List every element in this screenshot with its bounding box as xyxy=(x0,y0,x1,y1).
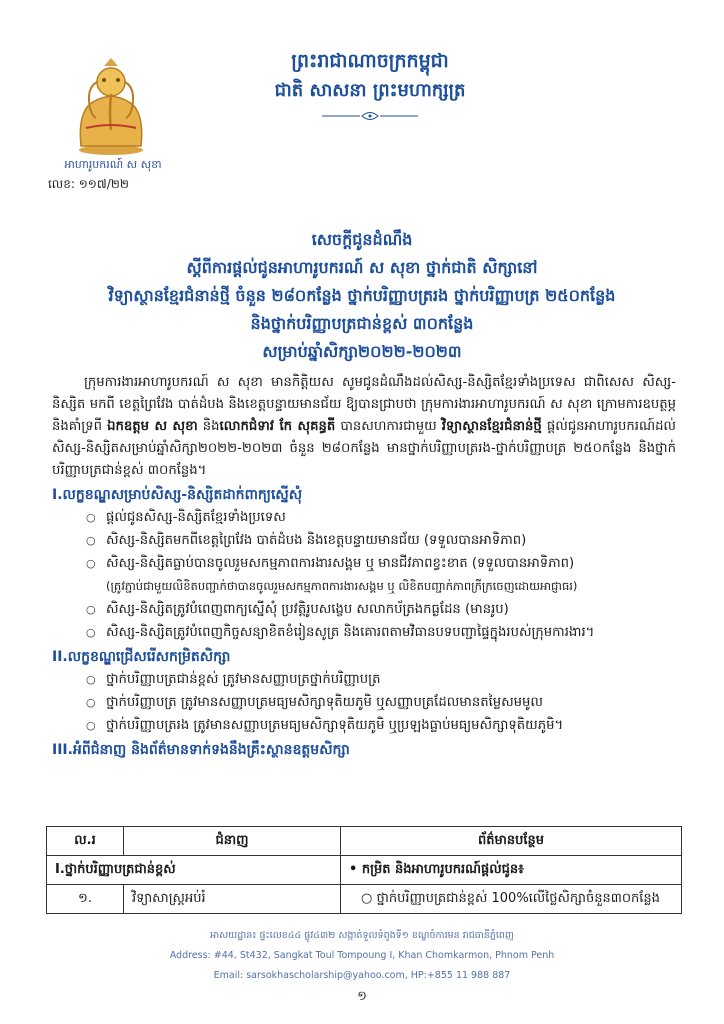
academic-year: សម្រាប់ឆ្នាំសិក្សា២០២២-២០២៣ xyxy=(262,342,462,361)
table-cell: ១. xyxy=(47,885,124,914)
sponsor-name: ឯកឧត្តម ស សុខា xyxy=(107,419,198,434)
list-item: ○ សិស្ស-និស្សិតត្រូវបំពេញពាក្យស្នើសុំ ប្រវត្តិរូបសង្ខេប សលាកប័ត្រងកធ្ងដែន (មានរូប) xyxy=(84,598,676,621)
footer-address-km: អាសយដ្ឋាន៖ ផ្ទះលេខ៤៤ ផ្លូវ៤៣២ សង្កាត់ទួលទំពូងទី១ ខណ្ឌចំការមន រាជធានីភ្នំពេញ xyxy=(210,930,514,941)
table-cell: ○ ថ្នាក់បរិញ្ញាបត្រជាន់ខ្ពស់ 100%លើថ្លៃសិក្សាចំនួន៣០កន្លែង xyxy=(341,885,682,914)
announcement-subject-line: និងថ្នាក់បរិញ្ញាបត្រជាន់ខ្ពស់ ៣០កន្លែង xyxy=(250,314,474,333)
sponsor-name: លោកជំទាវ កែ សុគន្ធតី xyxy=(219,419,336,434)
table-group-label: I.ថ្នាក់បរិញ្ញាបត្រជាន់ខ្ពស់ xyxy=(47,856,341,885)
list-item: ○ ថ្នាក់បរិញ្ញាបត្ររង ត្រូវមានសញ្ញាបត្រមធ្យមសិក្សាទុតិយភូមិ ឬប្រឡងធ្លាប់មធ្យមសិក្សាទុតិយភូមិ។ xyxy=(84,714,676,737)
list-note: (ត្រូវភ្ជាប់ជាមួយលិខិតបញ្ជាក់ថាបានចូលរួមសកម្មភាពការងារសង្គម ឬ លិខិតបញ្ជាក់ភាពក្រីក្រចេញដោយអាជ្ញាធរ) xyxy=(106,579,578,593)
footer-contact: Email: sarsokhascholarship@yahoo.com, HP:+855 11 988 887 xyxy=(213,970,511,981)
table-header-row xyxy=(47,827,682,856)
column-header: ល.រ xyxy=(47,827,124,856)
list-item: ○ ថ្នាក់បរិញ្ញាបត្រជាន់ខ្ពស់ ត្រូវមានសញ្ញាបត្រថ្នាក់បរិញ្ញាបត្រ xyxy=(84,668,676,691)
footer-address-en: Address: #44, St432, Sangkat Toul Tompoung I, Khan Chomkarmon, Phnom Penh xyxy=(169,950,555,961)
reference-number: លេខ: ១១៧/២២ xyxy=(48,177,129,191)
section-heading: II.លក្ខខណ្ឌជ្រើសរើសកម្រិតសិក្សា xyxy=(52,649,231,665)
programs-table xyxy=(46,826,682,914)
level-criteria-list xyxy=(84,668,676,737)
table-cell: វិទ្យាសាស្ត្រអប់រំ xyxy=(124,885,341,914)
kingdom-title: ព្រះរាជាណាចក្រកម្ពុជា xyxy=(291,50,449,72)
intro-paragraph: ក្រុមការងារអាហារូបករណ៍ ស សុខា មានកិត្តិយស សូមជូនដំណឹងដល់សិស្ស-និស្សិតខ្មែរទាំងប្រទេស ជាពិសេស សិស្ស-និស្សិត មកពី ខេត្តព្រៃវែង បាត់ដំបង និងខេត្តបន្ទាយមានជ័យ ឱ្យបានជ្រាបថា ក្រុមការងារអាហារូបករណ៍ ស សុខា ក្រោមការឧបត្ថម្ភ និងគាំទ្រពី ឯកឧត្តម ស សុខា និងលោកជំទាវ កែ សុគន្ធតី បានសហការជាមួយ វិទ្យាស្ថានខ្មែរជំនាន់ថ្មី ផ្តល់ជូនអាហារូបករណ៍ដល់សិស្ស-និស្សិតសម្រាប់ឆ្នាំសិក្សា២០២២-២០២៣ ចំនួន ២៨០កន្លែង មានថ្នាក់បរិញ្ញាបត្ររង-ថ្នាក់បរិញ្ញាបត្រ ២៥០កន្លែង និងថ្នាក់បរិញ្ញាបត្រជាន់ខ្ពស់ ៣០កន្លែង។ xyxy=(52,375,676,478)
table-row xyxy=(47,885,682,914)
sar-sokha-emblem-icon xyxy=(66,58,156,158)
announcement-subject-line: ស្តីពីការផ្តល់ជូនអាហារូបករណ៍ ស សុខា ថ្នាក់ជាតិ សិក្សានៅ xyxy=(186,258,538,277)
national-motto: ជាតិ សាសនា ព្រះមហាក្សត្រ xyxy=(274,80,466,101)
list-item: ○ សិស្ស-និស្សិតធ្លាប់បានចូលរួមសកម្មភាពការងារសង្គម ឬ មានជីវភាពខ្វះខាត (ទទួលបានអាទិភាព) xyxy=(84,552,676,575)
column-header: ព័ត៌មានបន្ថែម xyxy=(341,827,682,856)
announcement-subject-line: វិទ្យាស្ថានខ្មែរជំនាន់ថ្មី ចំនួន ២៨០កន្លែង ថ្នាក់បរិញ្ញាបត្ររង ថ្នាក់បរិញ្ញាបត្រ ២៥០កន្លែង xyxy=(108,286,616,305)
emblem-caption: អាហារូបករណ៍ ស សុខា xyxy=(64,158,162,171)
list-item: ○ សិស្ស-និស្សិតត្រូវបំពេញកិច្ចសន្យាខិតខំរៀនសូត្រ និងគោរពតាមវិធានបទបញ្ជាផ្ទៃក្នុងរបស់ក្រុមការងារ។ xyxy=(84,621,676,644)
body-content xyxy=(52,372,676,761)
column-header: ជំនាញ xyxy=(124,827,341,856)
divider-ornament-icon xyxy=(322,111,418,121)
list-item: ○ ផ្តល់ជូនសិស្ស-និស្សិតខ្មែរទាំងប្រទេស xyxy=(84,506,676,529)
list-item: ○ សិស្ស-និស្សិតមកពីខេត្តព្រៃវែង បាត់ដំបង និងខេត្តបន្ទាយមានជ័យ (ទទួលបានអាទិភាព) xyxy=(84,529,676,552)
announcement-title: សេចក្តីជូនដំណឹង xyxy=(311,230,413,249)
section-heading: III.អំពីជំនាញ និងព័ត៌មានទាក់ទងនឹងគ្រឹះស្ថានឧត្តមសិក្សា xyxy=(52,742,350,758)
table-row xyxy=(47,856,682,885)
footer xyxy=(0,926,724,986)
page-number: ១ xyxy=(357,989,367,1004)
eligibility-list xyxy=(84,506,676,644)
section-heading: I.លក្ខខណ្ឌសម្រាប់សិស្ស-និស្សិតដាក់ពាក្យស្នើសុំ xyxy=(52,487,303,503)
list-item: ○ ថ្នាក់បរិញ្ញាបត្រ ត្រូវមានសញ្ញាបត្រមធ្យមសិក្សាទុតិយភូមិ ឬសញ្ញាបត្រដែលមានតម្លៃសមមូល xyxy=(84,691,676,714)
announcement-title-block xyxy=(40,226,684,366)
partner-institute: វិទ្យាស្ថានខ្មែរជំនាន់ថ្មី xyxy=(441,419,542,434)
table-cell: • កម្រិត និងអាហារូបករណ៍ផ្តល់ជូន៖ xyxy=(341,856,682,885)
